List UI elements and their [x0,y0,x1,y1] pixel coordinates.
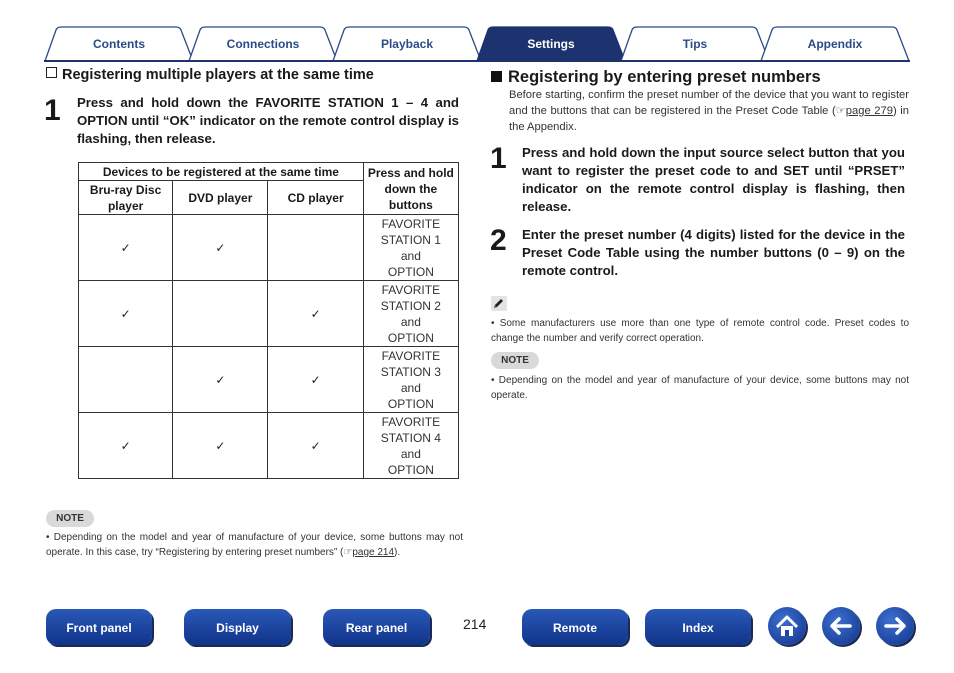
table-header-cd: CD player [268,181,363,215]
page-ref-icon: ☞ [835,105,846,117]
pencil-glyph [491,296,507,311]
tab-label-contents: Contents [93,37,145,51]
memo-body: Some manufacturers use more than one type of remote control code. Preset codes to change the number and verify correct operation. [491,318,910,344]
buttons-cell [363,347,458,413]
intro-tail: ) in the Appendix. [509,105,909,133]
table-row [79,347,459,413]
table-row [79,215,459,281]
home-icon [768,607,806,645]
tab-connections[interactable] [188,26,338,60]
table-header-bd: Bru-ray Disc player [79,181,173,215]
button-line: OPTION [387,330,434,345]
right-note-badge: NOTE [491,352,539,369]
button-line: and [400,446,421,461]
intro-body: Before starting, confirm the preset number of the device that you want to register and the buttons that can be registered in the Preset Code Table ( [509,89,909,117]
table-row [79,281,459,347]
display-button[interactable]: Display [184,609,291,645]
checkbox-square-icon [46,67,57,78]
check-bd: ✓ [79,413,173,479]
bullet: • [491,375,499,386]
button-line: STATION 1 [380,232,441,247]
table-header-buttons: Press and hold down the buttons [363,163,458,215]
button-line: STATION 4 [380,430,441,445]
check-bd: ✓ [79,215,173,281]
button-line: OPTION [387,396,434,411]
tab-label-appendix: Appendix [807,37,863,51]
button-line: and [400,380,421,395]
tab-playback[interactable] [332,26,482,60]
top-tab-bar [44,26,910,62]
button-line: FAVORITE [381,414,441,429]
check-dvd [173,281,268,347]
right-step-2-text: Enter the preset number (4 digits) listed for the device in the Preset Code Table using the number buttons (0 – 9) on the remote control. [522,227,905,278]
table-row [79,413,459,479]
device-registration-table [78,162,459,479]
button-line: OPTION [387,264,434,279]
back-button[interactable] [822,607,860,645]
forward-arrow-icon [876,607,914,645]
rear-panel-button[interactable]: Rear panel [323,609,430,645]
buttons-cell [363,215,458,281]
button-line: FAVORITE [381,282,441,297]
bullet: • [46,532,54,543]
tab-appendix[interactable] [760,26,910,60]
button-line: and [400,248,421,263]
check-dvd: ✓ [173,347,268,413]
button-line: and [400,314,421,329]
home-button[interactable] [768,607,806,645]
left-section-title-text: Registering multiple players at the same time [62,67,374,83]
left-note-tail: ). [394,547,401,558]
right-step-1-number: 1 [490,142,507,175]
index-button[interactable]: Index [645,609,751,645]
right-step-1-text: Press and hold down the input source select button that you want to register the preset code to and SET until “PRSET” indicator on the remote control display is flashing, then release. [522,145,905,214]
black-square-icon [491,71,502,82]
right-section-title [491,68,821,87]
right-note-text [491,373,909,403]
button-line: OPTION [387,462,434,477]
check-cd [268,215,363,281]
left-note-badge: NOTE [46,510,94,527]
check-dvd: ✓ [173,413,268,479]
tab-label-playback: Playback [380,37,434,51]
forward-button[interactable] [876,607,914,645]
pencil-icon [491,296,507,311]
check-dvd: ✓ [173,215,268,281]
remote-button[interactable]: Remote [522,609,628,645]
button-line: FAVORITE [381,216,441,231]
left-section-title [46,67,374,83]
button-line: FAVORITE [381,348,441,363]
back-arrow-icon [822,607,860,645]
left-step-1-number: 1 [44,94,61,127]
buttons-cell [363,413,458,479]
right-intro-text [509,87,909,135]
button-line: STATION 3 [380,364,441,379]
left-step-1-text: Press and hold down the FAVORITE STATION 1 – 4 and OPTION until “OK” indicator on the remote control display is flashing, then release. [77,95,459,146]
bullet: • [491,318,500,329]
intro-page-link[interactable]: page 279 [845,105,893,117]
table-group-header: Devices to be registered at the same time [79,163,364,181]
buttons-cell [363,281,458,347]
tab-contents[interactable] [44,26,194,60]
check-bd [79,347,173,413]
check-cd: ✓ [268,347,363,413]
left-note-page-link[interactable]: page 214 [352,547,395,558]
table-header-dvd: DVD player [173,181,268,215]
right-step-2-number: 2 [490,224,507,257]
right-note-body: Depending on the model and year of manufacture of your device, some buttons may not operate. [491,375,910,401]
page-ref-icon: ☞ [343,547,353,558]
tab-tips[interactable] [620,26,770,60]
tab-label-tips: Tips [682,37,708,51]
check-cd: ✓ [268,281,363,347]
check-bd: ✓ [79,281,173,347]
right-memo-text [491,316,909,346]
check-cd: ✓ [268,413,363,479]
front-panel-button[interactable]: Front panel [46,609,152,645]
tab-label-settings: Settings [527,37,575,51]
tab-divider [44,60,910,62]
left-note-text [46,530,463,560]
tab-settings[interactable] [476,26,626,60]
page-number: 214 [463,616,487,632]
button-line: STATION 2 [380,298,441,313]
left-note-body: Depending on the model and year of manufacture of your device, some buttons may not operate. In this case, try “Registering by entering preset numbers” ( [46,532,464,558]
right-section-title-text: Registering by entering preset numbers [508,68,821,86]
tab-label-connections: Connections [226,37,300,51]
